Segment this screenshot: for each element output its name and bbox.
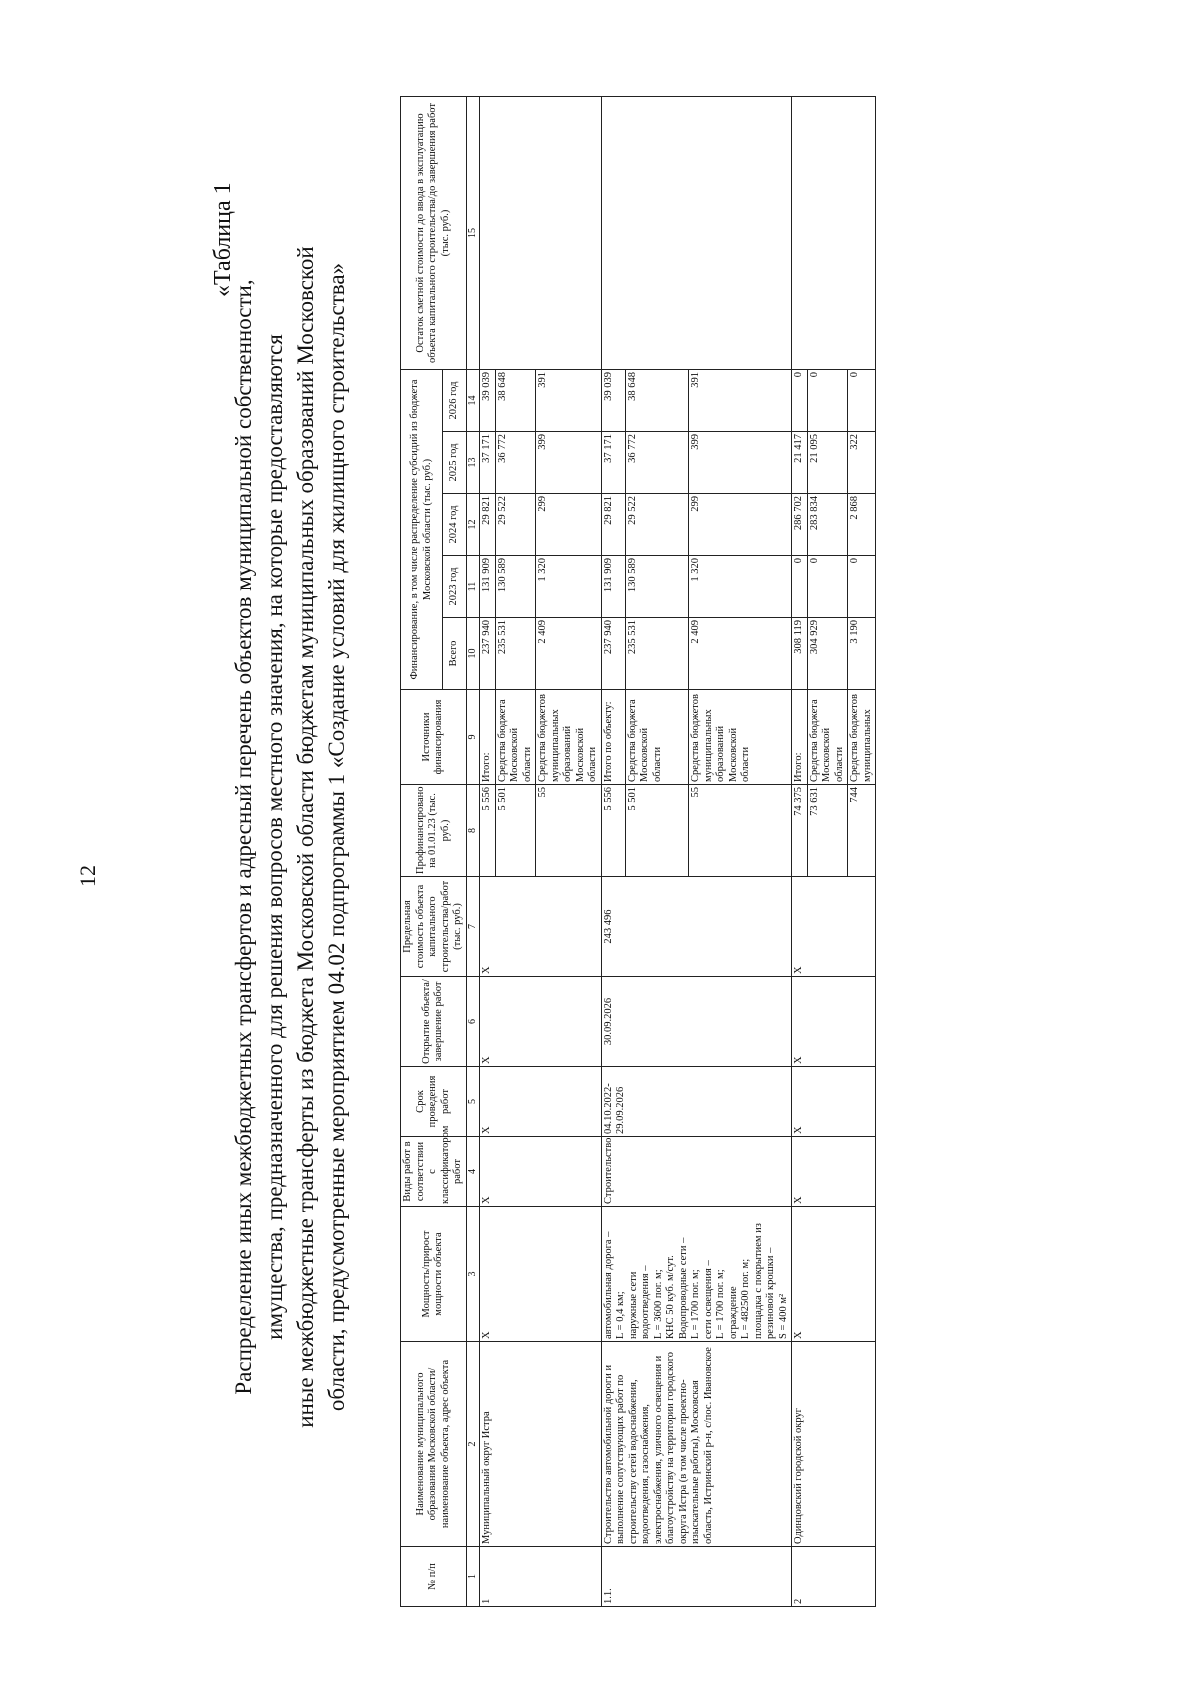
row-financed: 73 631 [807, 785, 848, 877]
column-index: 13 [466, 432, 480, 494]
column-index-row [466, 97, 480, 1607]
cell-value: 130 589 [625, 556, 689, 618]
header-2026: 2026 год [443, 370, 466, 432]
allocation-table-wrapper [400, 97, 876, 1607]
row-financed: 744 [848, 785, 876, 877]
row-name: Строительство автомобильной дороги и выполнение сопутствующих работ по строительству сетей водоснабжения, водоотведения, газоснабжения, электроснабжения, уличного освещения и благоустройству на территории городского округа Истра (в том числе проектно-изыскательные работы), Московская область, Истринский р-н, с/пос. Ивановское [601, 1342, 792, 1547]
row-financed: 5 501 [625, 785, 689, 877]
cell-value: 235 531 [495, 618, 536, 690]
cell-value: 37 171 [601, 432, 625, 494]
heading-line: области, предусмотренные мероприятием 04.02 подпрограммы 1 «Создание условий для жилищного строительства» [324, 262, 349, 1412]
heading-line: иные межбюджетные трансферты из бюджета Московской области бюджетам муниципальных образований Московской [293, 246, 318, 1428]
cell-value: 21 095 [807, 432, 848, 494]
row-cost: X [480, 877, 602, 977]
column-index: 8 [466, 785, 480, 877]
table-label: «Таблица 1 [210, 182, 236, 297]
cell-value: 2 409 [536, 618, 602, 690]
row-financed: 5 556 [601, 785, 625, 877]
cell-value: 131 909 [601, 556, 625, 618]
power-line: L = 1700 пог. м; [715, 1269, 726, 1339]
table-row [792, 97, 808, 1607]
row-open: X [792, 977, 876, 1067]
row-works: Строительство [601, 1137, 792, 1207]
row-financed: 5 556 [480, 785, 496, 877]
cell-value: 0 [848, 556, 876, 618]
power-line: сети освещения – [702, 1260, 714, 1339]
row-num: 2 [792, 1547, 876, 1607]
row-remaining [601, 97, 792, 370]
cell-value: 29 821 [601, 494, 625, 556]
cell-value: 3 190 [848, 618, 876, 690]
power-line: L = 1700 пог. м; [690, 1269, 701, 1339]
cell-value: 2 868 [848, 494, 876, 556]
column-index: 7 [466, 877, 480, 977]
cell-value: 39 039 [601, 370, 625, 432]
row-name: Муниципальный округ Истра [480, 1342, 602, 1547]
heading-line: Распределение иных межбюджетных трансфертов и адресный перечень объектов муниципальной собственности, [231, 279, 256, 1395]
cell-value: 286 702 [792, 494, 808, 556]
column-index: 12 [466, 494, 480, 556]
row-source: Итого по объекту: [601, 690, 625, 785]
header-total: Всего [443, 618, 466, 690]
row-remaining [792, 97, 876, 370]
header-2025: 2025 год [443, 432, 466, 494]
header-remaining: Остаток сметной стоимости до ввода в эксплуатацию объекта капитального строительства/до завершения работ (тыс. руб.) [401, 97, 467, 370]
power-line: автомобильная дорога – [602, 1231, 614, 1339]
row-num: 1.1. [601, 1547, 792, 1607]
cell-value: 2 409 [689, 618, 792, 690]
header-financed: Профинансировано на 01.01.23 (тыс. руб.) [401, 785, 467, 877]
cell-value: 322 [848, 432, 876, 494]
column-index: 15 [466, 97, 480, 370]
document-heading [228, 167, 352, 1507]
header-power: Мощность/прирост мощности объекта [401, 1207, 467, 1342]
column-index: 1 [466, 1547, 480, 1607]
row-works: X [792, 1137, 876, 1207]
row-cost: X [792, 877, 876, 977]
row-source: Средства бюджета Московской области [807, 690, 848, 785]
row-cost: 243 496 [601, 877, 792, 977]
cell-value: 36 772 [495, 432, 536, 494]
cell-value: 37 171 [480, 432, 496, 494]
row-financed: 55 [536, 785, 602, 877]
power-line: L = 0,4 км; [615, 1291, 626, 1339]
cell-value: 29 522 [625, 494, 689, 556]
row-num: 1 [480, 1547, 602, 1607]
cell-value: 130 589 [495, 556, 536, 618]
cell-value: 308 119 [792, 618, 808, 690]
cell-value: 38 648 [495, 370, 536, 432]
cell-value: 237 940 [480, 618, 496, 690]
heading-line: имущества, предназначенного для решения вопросов местного значения, на которые предоставляются [262, 334, 287, 1340]
row-open: 30.09.2026 [601, 977, 792, 1067]
row-source: Итого: [792, 690, 808, 785]
cell-value: 391 [689, 370, 792, 432]
header-cost: Предельная стоимость объекта капитального строительства/работ (тыс. руб.) [401, 877, 467, 977]
cell-value: 0 [848, 370, 876, 432]
power-line: L = 3600 пог. м; [652, 1269, 664, 1339]
row-source: Средства бюджетов муниципальных образований Московской области [689, 690, 792, 785]
row-period: 04.10.2022-29.09.2026 [601, 1067, 792, 1137]
cell-value: 39 039 [480, 370, 496, 432]
column-index: 3 [466, 1207, 480, 1342]
power-line: КНС 50 куб. м/сут. [665, 1255, 676, 1339]
header-open: Открытие объекта/завершение работ [401, 977, 467, 1067]
power-line: L = 482500 пог. м; [740, 1258, 751, 1339]
header-period: Срок проведения работ [401, 1067, 467, 1137]
row-power [601, 1207, 792, 1342]
column-index: 2 [466, 1342, 480, 1547]
page-number: 12 [75, 865, 100, 887]
column-index: 9 [466, 690, 480, 785]
row-period: X [480, 1067, 602, 1137]
row-financed: 55 [689, 785, 792, 877]
cell-value: 304 929 [807, 618, 848, 690]
cell-value: 0 [792, 370, 808, 432]
power-line: площадка с покрытием из резиновой крошки – [752, 1223, 776, 1339]
header-name: Наименование муниципального образования Московской области/наименование объекта, адрес объекта [401, 1342, 467, 1547]
row-source: Средства бюджета Московской области [495, 690, 536, 785]
column-index: 5 [466, 1067, 480, 1137]
cell-value: 1 320 [689, 556, 792, 618]
row-source: Средства бюджета Московской области [625, 690, 689, 785]
cell-value: 29 821 [480, 494, 496, 556]
column-index: 11 [466, 556, 480, 618]
header-2024: 2024 год [443, 494, 466, 556]
row-financed: 74 375 [792, 785, 808, 877]
row-name: Одинцовский городской округ [792, 1342, 876, 1547]
cell-value: 38 648 [625, 370, 689, 432]
cell-value: 299 [536, 494, 602, 556]
header-2023: 2023 год [443, 556, 466, 618]
row-source: Итого: [480, 690, 496, 785]
row-remaining [480, 97, 602, 370]
row-period: X [792, 1067, 876, 1137]
row-open: X [480, 977, 602, 1067]
power-line: S = 400 м² [777, 1293, 789, 1339]
cell-value: 0 [807, 556, 848, 618]
column-index: 14 [466, 370, 480, 432]
row-source: Средства бюджетов муниципальных образований Московской области [536, 690, 602, 785]
cell-value: 0 [792, 556, 808, 618]
cell-value: 36 772 [625, 432, 689, 494]
cell-value: 391 [536, 370, 602, 432]
cell-value: 0 [807, 370, 848, 432]
cell-value: 283 834 [807, 494, 848, 556]
header-sources: Источники финансирования [401, 690, 467, 785]
cell-value: 399 [689, 432, 792, 494]
row-source: Средства бюджетов муниципальных [848, 690, 876, 785]
cell-value: 1 320 [536, 556, 602, 618]
power-line: ограждение [727, 1286, 739, 1339]
column-index: 4 [466, 1137, 480, 1207]
cell-value: 21 417 [792, 432, 808, 494]
header-num: № п/п [401, 1547, 467, 1607]
table-row [601, 97, 625, 1607]
header-financing-group: Финансирование, в том числе распределение субсидий из бюджета Московской области (тыс. руб.) [401, 370, 443, 690]
row-works: X [480, 1137, 602, 1207]
cell-value: 29 522 [495, 494, 536, 556]
column-index: 6 [466, 977, 480, 1067]
row-power: X [792, 1207, 876, 1342]
header-works: Виды работ в соответствии с классификатором работ [401, 1137, 467, 1207]
power-line: наружные сети водоотведения – [627, 1265, 651, 1339]
column-index: 10 [466, 618, 480, 690]
row-power: X [480, 1207, 602, 1342]
cell-value: 399 [536, 432, 602, 494]
header-row [401, 97, 443, 1607]
cell-value: 299 [689, 494, 792, 556]
cell-value: 235 531 [625, 618, 689, 690]
cell-value: 237 940 [601, 618, 625, 690]
power-line: Водопроводные сети – [677, 1237, 689, 1339]
cell-value: 131 909 [480, 556, 496, 618]
allocation-table [400, 96, 876, 1607]
table-row [480, 97, 496, 1607]
row-financed: 5 501 [495, 785, 536, 877]
